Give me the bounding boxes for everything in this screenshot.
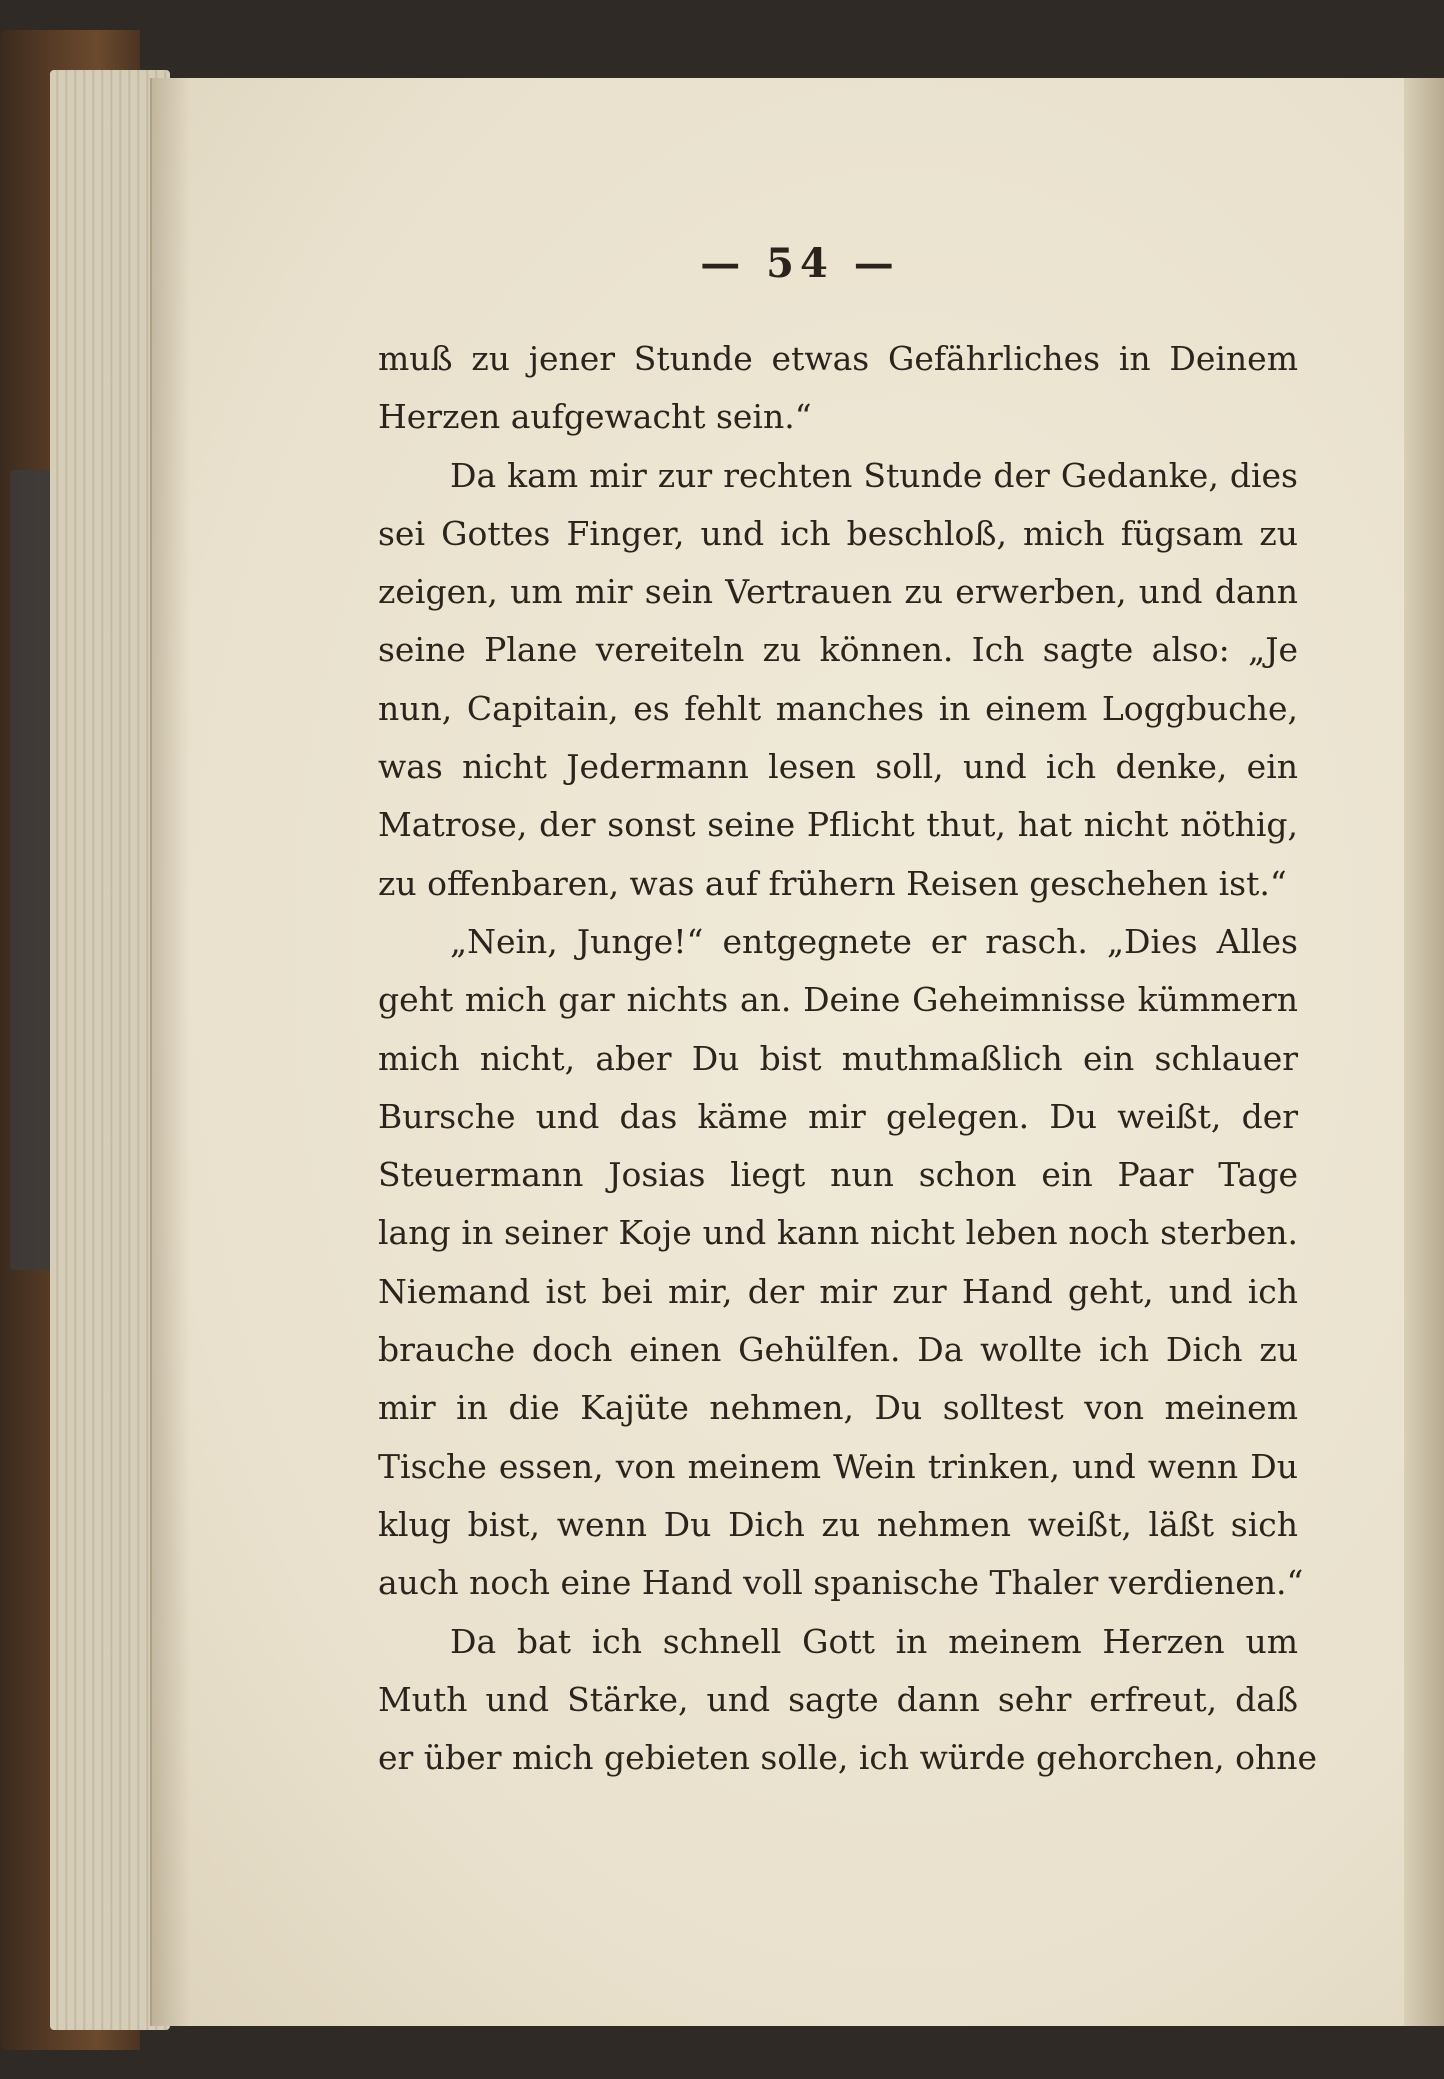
text-line: muß zu jener Stunde etwas Gefährliches in Deinem xyxy=(378,339,1298,378)
text-line: seine Plane vereiteln zu können. Ich sagte also: „Je xyxy=(378,630,1298,670)
text-line: „Nein, Junge!“ entgegnete er rasch. „Dies Alles xyxy=(450,921,1298,961)
page-right-edge xyxy=(1404,78,1444,2026)
text-line: mich nicht, aber Du bist muthmaßlich ein schlauer xyxy=(378,1038,1298,1078)
text-line: Da kam mir zur rechten Stunde der Gedanke, dies xyxy=(450,455,1298,495)
text-line: Muth und Stärke, und sagte dann sehr erfreut, daß xyxy=(378,1679,1298,1719)
gutter-shadow xyxy=(150,78,190,2026)
text-line: zu offenbaren, was auf frühern Reisen geschehen ist.“ xyxy=(378,863,1287,903)
page-number-header: — 54 — xyxy=(700,240,900,287)
text-line: klug bist, wenn Du Dich zu nehmen weißt, läßt sich xyxy=(378,1504,1298,1544)
text-line: sei Gottes Finger, und ich beschloß, mich fügsam zu xyxy=(378,513,1298,553)
text-line: auch noch eine Hand voll spanische Thaler verdienen.“ xyxy=(378,1563,1304,1603)
text-line: Matrose, der sonst seine Pflicht thut, hat nicht nöthig, xyxy=(378,805,1298,845)
text-line: was nicht Jedermann lesen soll, und ich denke, ein xyxy=(378,747,1298,787)
text-line: brauche doch einen Gehülfen. Da wollte ich Dich zu xyxy=(378,1330,1298,1370)
text-line: Bursche und das käme mir gelegen. Du weißt, der xyxy=(378,1096,1298,1136)
text-line: zeigen, um mir sein Vertrauen zu erwerben, und dann xyxy=(378,572,1298,612)
text-line: Da bat ich schnell Gott in meinem Herzen um xyxy=(450,1621,1298,1661)
text-line: Niemand ist bei mir, der mir zur Hand geht, und ich xyxy=(378,1271,1298,1311)
body-text xyxy=(378,330,1318,1787)
text-line: Tische essen, von meinem Wein trinken, und wenn Du xyxy=(378,1446,1298,1486)
text-line: geht mich gar nichts an. Deine Geheimnisse kümmern xyxy=(378,980,1298,1020)
text-line: lang in seiner Koje und kann nicht leben noch sterben. xyxy=(378,1213,1298,1253)
text-line: er über mich gebieten solle, ich würde gehorchen, ohne xyxy=(378,1738,1318,1778)
text-line: mir in die Kajüte nehmen, Du solltest von meinem xyxy=(378,1388,1298,1428)
text-line: nun, Capitain, es fehlt manches in einem Loggbuche, xyxy=(378,688,1298,728)
text-line: Herzen aufgewacht sein.“ xyxy=(378,397,812,437)
text-line: Steuermann Josias liegt nun schon ein Paar Tage xyxy=(378,1155,1298,1195)
